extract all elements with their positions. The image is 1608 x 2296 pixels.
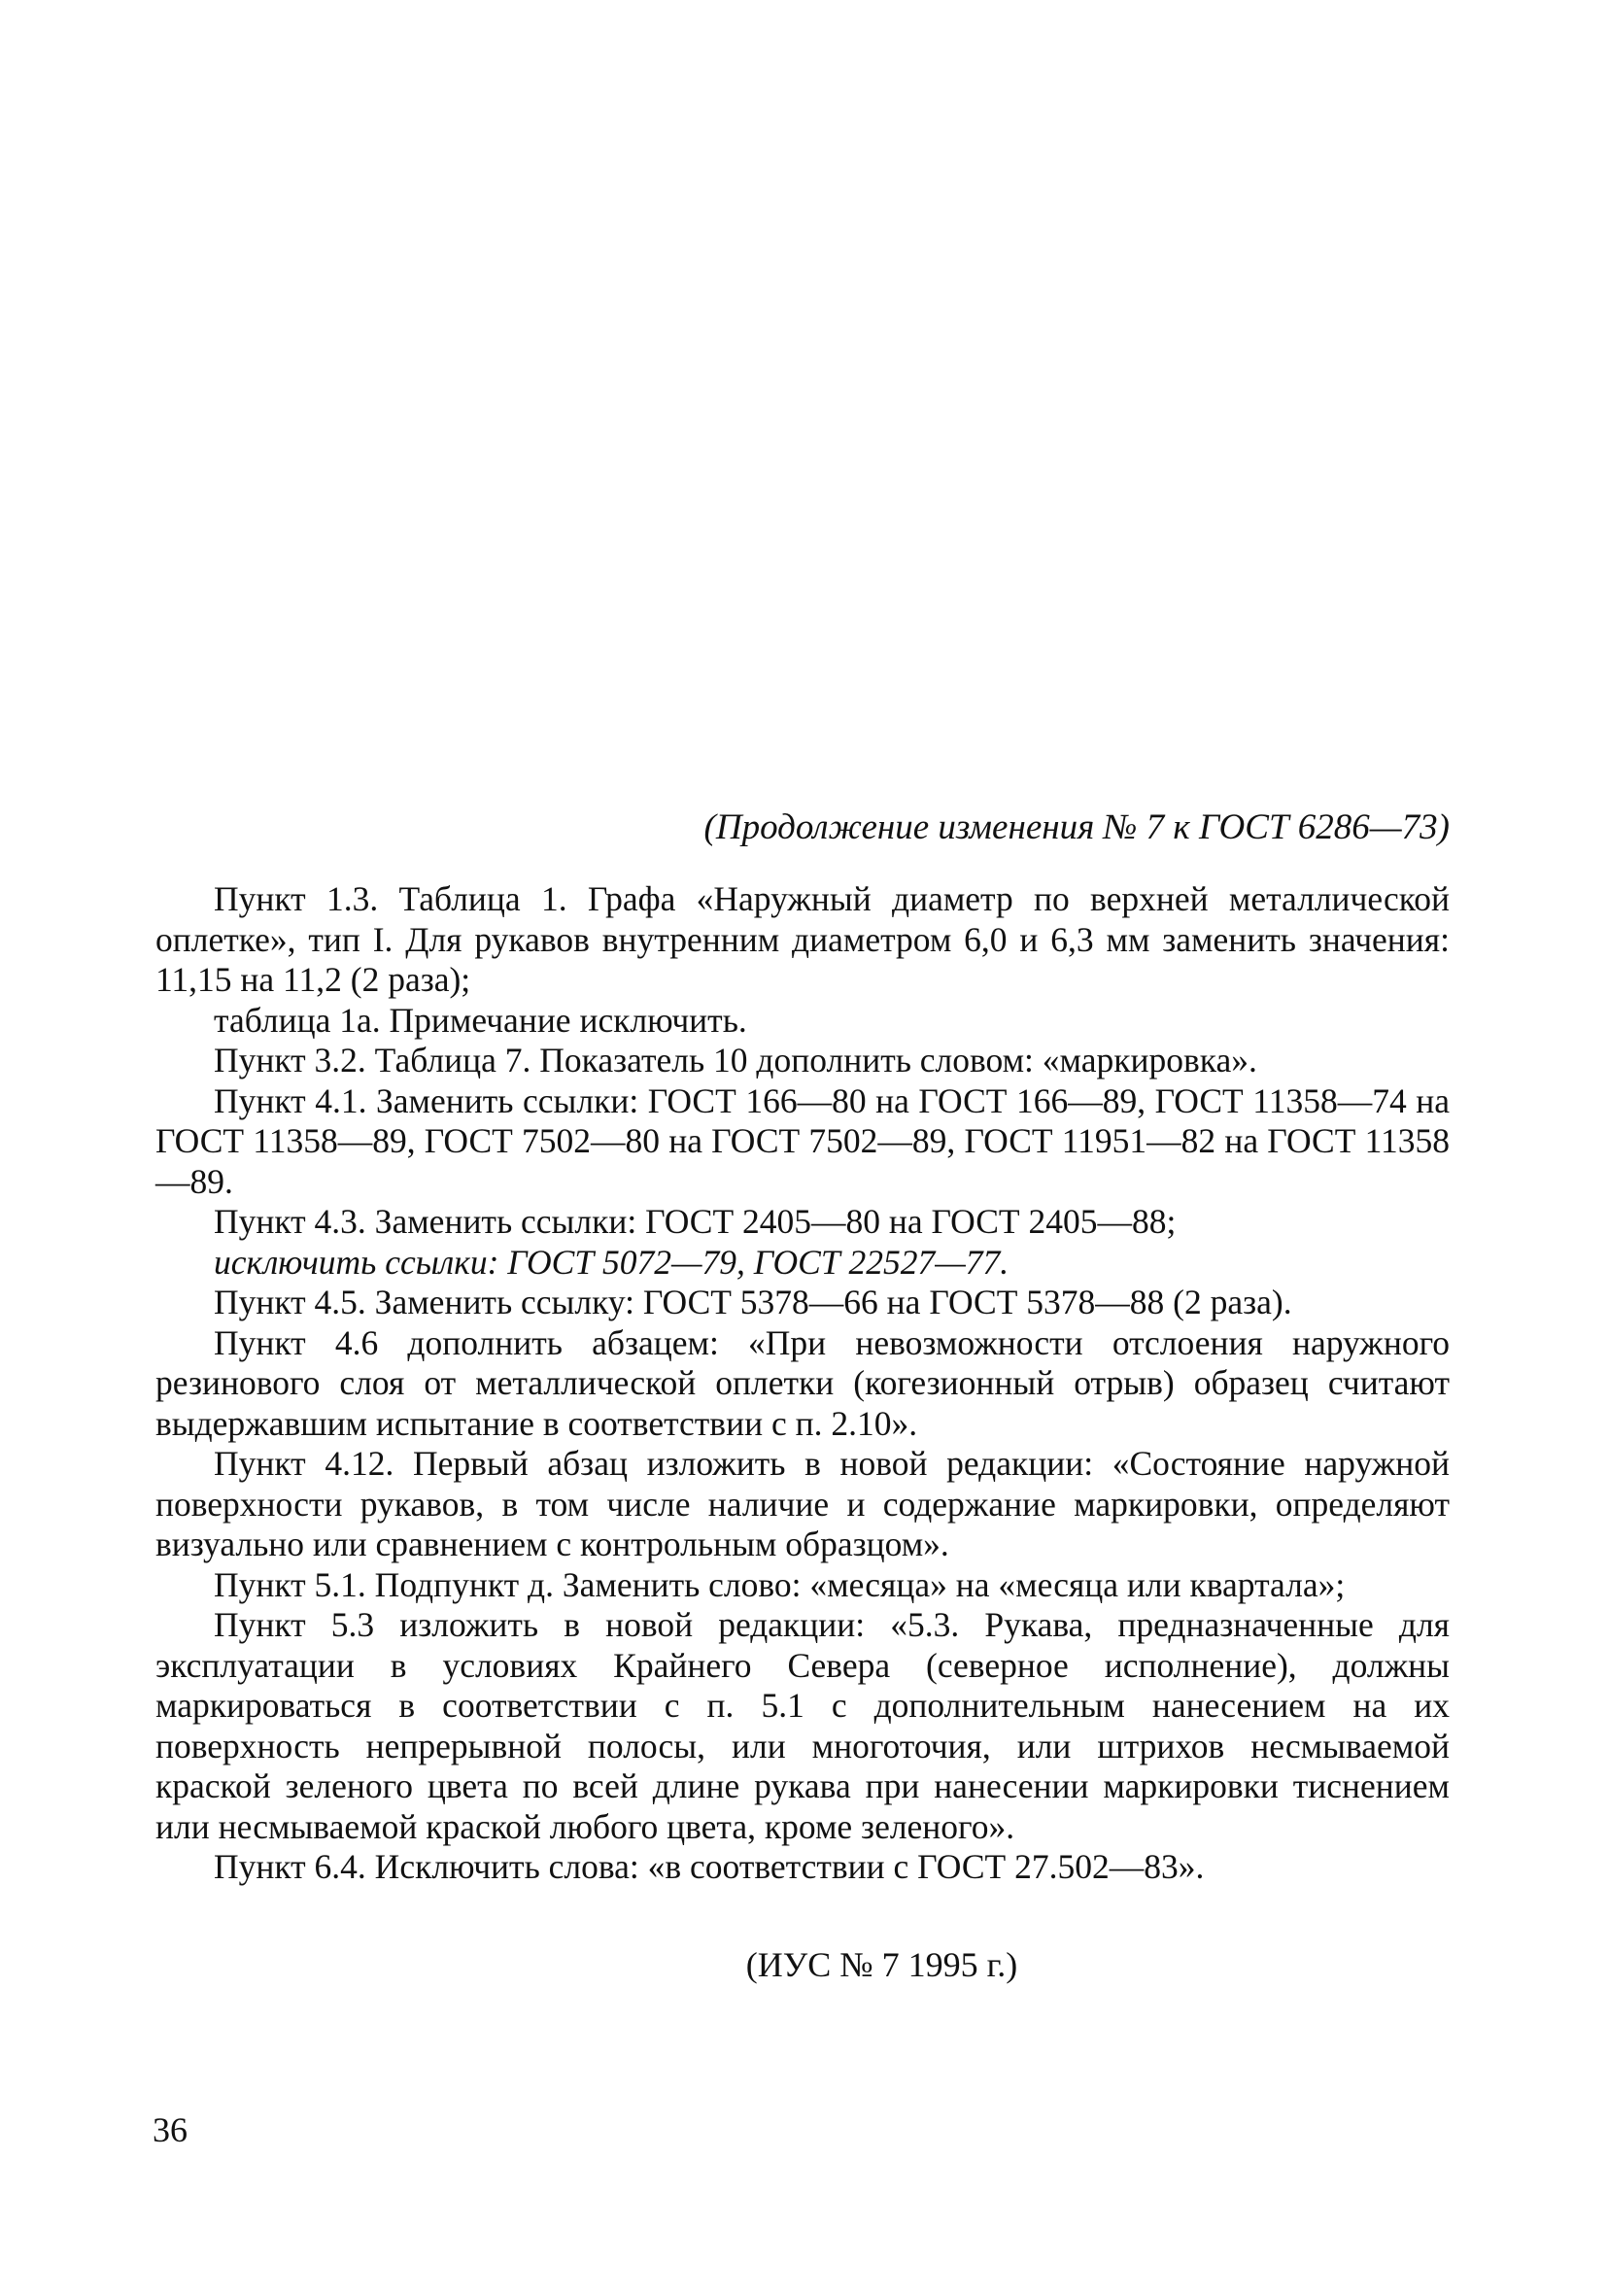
amendment-text <box>155 879 1450 1888</box>
continuation-header: (Продолжение изменения № 7 к ГОСТ 6286—73) <box>703 807 1450 847</box>
source-reference: (ИУС № 7 1995 г.) <box>745 1945 1018 1984</box>
page-number: 36 <box>153 2110 188 2149</box>
paragraph-6-4: Пункт 6.4. Исключить слова: «в соответствии с ГОСТ 27.502—83». <box>214 1847 1205 1886</box>
paragraph-4-3-exclude: исключить ссылки: ГОСТ 5072—79, ГОСТ 22527—77. <box>214 1242 1009 1282</box>
paragraph-table-1a: таблица 1а. Примечание исключить. <box>214 1000 747 1040</box>
paragraph-3-2: Пункт 3.2. Таблица 7. Показатель 10 дополнить словом: «маркировка». <box>214 1041 1257 1079</box>
paragraph-5-1: Пункт 5.1. Подпункт д. Заменить слово: «месяца» на «месяца или квартала»; <box>214 1564 1346 1604</box>
paragraph-4-1: Пункт 4.1. Заменить ссылки: ГОСТ 166—80 на ГОСТ 166—89, ГОСТ 11358—74 на ГОСТ 11358—89, ГОСТ 7502—80 на ГОСТ 7502—89, ГОСТ 11951—82 на ГОСТ 11358—89. <box>155 1080 1450 1201</box>
paragraph-4-3: Пункт 4.3. Заменить ссылки: ГОСТ 2405—80 на ГОСТ 2405—88; <box>214 1202 1177 1241</box>
paragraph-4-5: Пункт 4.5. Заменить ссылку: ГОСТ 5378—66 на ГОСТ 5378—88 (2 раза). <box>214 1283 1292 1321</box>
paragraph-4-12: Пункт 4.12. Первый абзац изложить в новой редакции: «Состояние наружной поверхности рукавов, в том числе наличие и содержание маркировки, определяют визуально или сравнением с контрольным образцом». <box>155 1444 1450 1563</box>
paragraph-4-6: Пункт 4.6 дополнить абзацем: «При невозможности отслоения наружного резинового слоя от металлической оплетки (когезионный отрыв) образец считают выдержавшим испытание в соответствии с п. 2.10». <box>155 1322 1450 1443</box>
paragraph-1-3: Пункт 1.3. Таблица 1. Графа «Наружный диаметр по верхней металлической оплетке», тип I. Для рукавов внутренним диаметром 6,0 и 6,3 мм заменить значения: 11,15 на 11,2 (2 раза); <box>155 879 1450 999</box>
paragraph-5-3: Пункт 5.3 изложить в новой редакции: «5.3. Рукава, предназначенные для эксплуатации в условиях Крайнего Севера (северное исполнение), должны маркироваться в соответствии с п. 5.1 с дополнительным нанесением на их поверхность непрерывной полосы, или многоточия, или штрихов несмываемой краской зеленого цвета по всей длине рукава при нанесении маркировки тиснением или несмываемой краской любого цвета, кроме зеленого». <box>155 1605 1450 1846</box>
